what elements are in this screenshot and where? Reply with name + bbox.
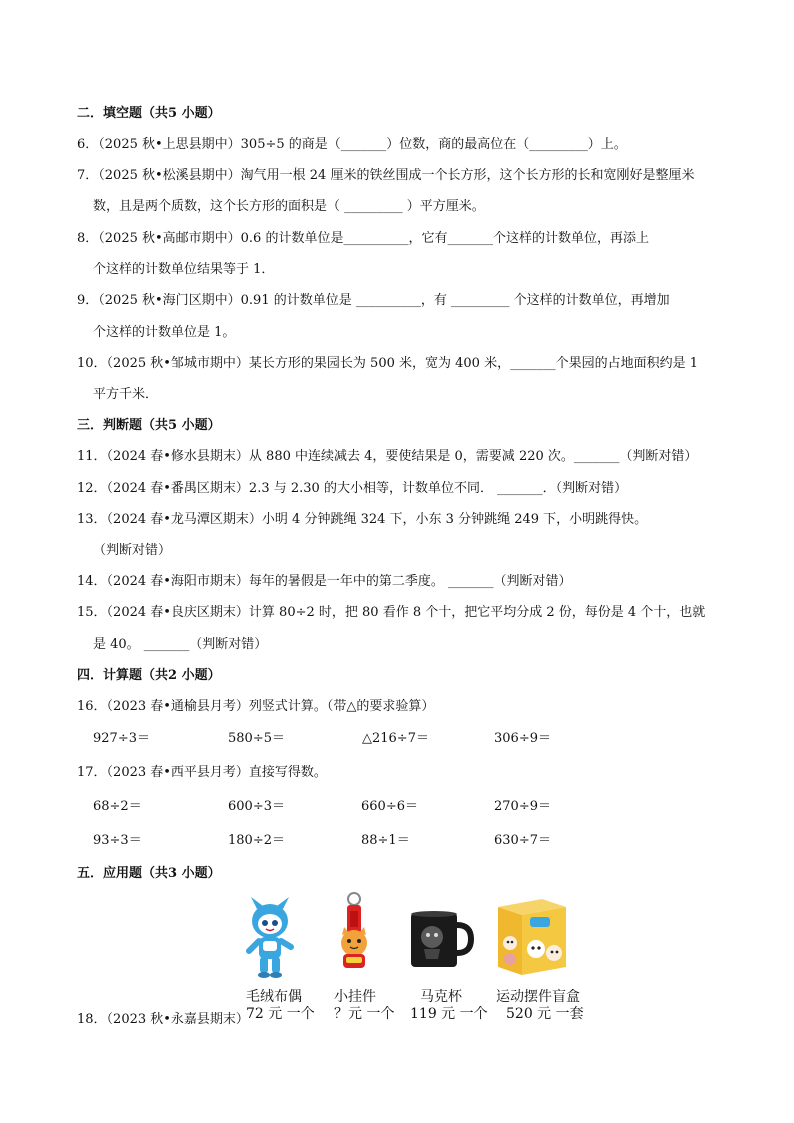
product-price: ？元 一个: [334, 1006, 395, 1022]
calc-item: 68÷2＝: [93, 799, 142, 814]
question-14: 14．（2024 春•海阳市期末）每年的暑假是一年中的第二季度。 _______（判断对错）: [77, 574, 572, 589]
question-8-line1: 8．（2025 秋•高邮市期中）0.6 的计数单位是__________，它有_______个这样的计数单位，再添上: [77, 231, 649, 246]
question-9-line1: 9．（2025 秋•海门区期中）0.91 的计数单位是 __________，有 _________ 个这样的计数单位，再增加: [77, 293, 670, 308]
product-price: 119 元 一个: [410, 1006, 488, 1022]
blind-box-image: [492, 893, 570, 977]
question-18-stem: 18．（2023 秋•永嘉县期末）: [77, 1012, 249, 1027]
section-fill-blank-heading: 二．填空题（共5 小题）: [77, 106, 221, 121]
question-8-line2: 个这样的计数单位结果等于 1．: [93, 262, 275, 277]
calc-item: △216÷7＝: [362, 731, 429, 746]
question-10-line1: 10．（2025 秋•邹城市期中）某长方形的果园长为 500 米，宽为 400 米，_______个果园的占地面积约是 1: [77, 356, 698, 371]
calc-item: 630÷7＝: [494, 833, 551, 848]
question-6: 6．（2025 秋•上思县期中）305÷5 的商是（_______）位数，商的最高位在（_________）上。: [77, 137, 627, 152]
calc-item: 270÷9＝: [494, 799, 551, 814]
question-7-line1: 7．（2025 秋•松溪县期中）淘气用一根 24 厘米的铁丝围成一个长方形，这个长方形的长和宽刚好是整厘米: [77, 168, 695, 183]
question-10-line2: 平方千米．: [93, 387, 159, 402]
section-apply-heading: 五．应用题（共3 小题）: [77, 866, 221, 881]
question-16-stem: 16．（2023 春•通榆县月考）列竖式计算。（带△的要求验算）: [77, 699, 435, 714]
mug-image: [407, 909, 473, 971]
question-9-line2: 个这样的计数单位是 1。: [93, 325, 236, 340]
question-15-line1: 15．（2024 春•良庆区期末）计算 80÷2 时，把 80 看作 8 个十，把它平均分成 2 份，每份是 4 个十，也就: [77, 605, 706, 620]
question-11: 11．（2024 春•修水县期末）从 880 中连续减去 4，要使结果是 0，需要减 220 次。_______（判断对错）: [77, 449, 698, 464]
question-13-line2: （判断对错）: [93, 543, 172, 558]
keychain-pendant-image: [330, 891, 378, 975]
calc-item: 306÷9＝: [494, 731, 551, 746]
calc-item: 927÷3＝: [93, 731, 150, 746]
product-name: 毛绒布偶: [246, 989, 302, 1005]
calc-item: 580÷5＝: [228, 731, 285, 746]
question-13-line1: 13．（2024 春•龙马潭区期末）小明 4 分钟跳绳 324 下，小东 3 分钟跳绳 249 下，小明跳得快。: [77, 512, 648, 527]
product-name: 运动摆件盲盒: [496, 989, 580, 1005]
question-7-line2: 数，且是两个质数，这个长方形的面积是（ _________ ）平方厘米。: [93, 199, 485, 214]
plush-doll-image: [245, 897, 295, 979]
product-name: 小挂件: [334, 989, 376, 1005]
calc-item: 660÷6＝: [361, 799, 418, 814]
calc-item: 180÷2＝: [228, 833, 285, 848]
calc-item: 600÷3＝: [228, 799, 285, 814]
calc-item: 93÷3＝: [93, 833, 142, 848]
product-price: 520 元 一套: [506, 1006, 584, 1022]
product-name: 马克杯: [420, 989, 462, 1005]
question-12: 12．（2024 春•番禺区期末）2.3 与 2.30 的大小相等，计数单位不同． _______．（判断对错）: [77, 481, 628, 496]
calc-item: 88÷1＝: [361, 833, 410, 848]
question-15-line2: 是 40。 _______（判断对错）: [93, 637, 268, 652]
question-17-stem: 17．（2023 春•西平县月考）直接写得数。: [77, 765, 327, 780]
product-price: 72 元 一个: [246, 1006, 315, 1022]
section-calc-heading: 四．计算题（共2 小题）: [77, 668, 221, 683]
section-judge-heading: 三．判断题（共5 小题）: [77, 418, 221, 433]
